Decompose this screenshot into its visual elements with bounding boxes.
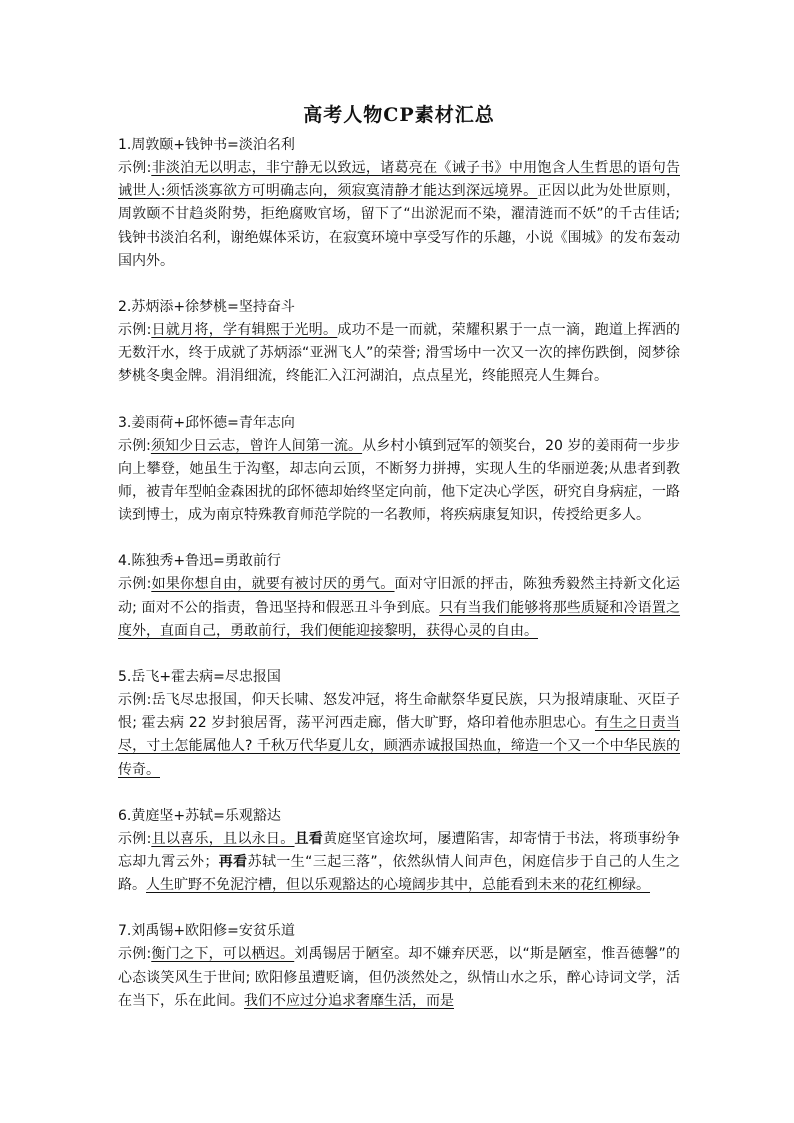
section-heading: 6.黄庭坚+苏轼=乐观豁达 (118, 807, 281, 824)
section-7 (118, 919, 680, 1013)
underlined-conclusion: 只有当我们能够将那些质疑和冷语置之度外，直面自己，勇敢前行，我们便能迎接黎明，获得心灵的自由。 (118, 599, 681, 639)
section-heading: 3.姜雨荷+邱怀德=青年志向 (118, 414, 295, 431)
bold-keyword: 再看 (218, 854, 248, 871)
document-page (118, 100, 680, 1035)
example-label: 示例: (118, 946, 152, 963)
underlined-quote: 如果你想自由，就要有被讨厌的勇气。 (151, 576, 395, 593)
section-6 (118, 804, 680, 898)
section-heading: 7.刘禹锡+欧阳修=安贫乐道 (118, 923, 295, 940)
section-heading: 5.岳飞+霍去病=尽忠报国 (118, 669, 281, 686)
underlined-quote: 日就月将，学有辑熙于光明。 (151, 322, 338, 339)
example-label: 示例: (118, 160, 152, 176)
example-paragraph (118, 573, 680, 643)
section-heading: 2.苏炳添+徐梦桃=坚持奋斗 (118, 299, 295, 316)
section-2 (118, 295, 680, 389)
example-paragraph (118, 435, 680, 528)
section-1 (118, 133, 680, 273)
underlined-conclusion: 有生之日责当尽，寸土怎能属他人? 千秋万代华夏儿女，顾洒赤诚报国热血，缔造一个又一个中华民族的传奇。 (118, 715, 680, 778)
example-text: 从乡村小镇到冠军的领奖台，20 岁的姜雨荷一步步向上攀登，她虽生于沟壑，却志向云顶，不断努力拼搏，实现人生的华丽逆袭;从患者到教师，被青年型帕金森困扰的邱怀德却始终坚定向前，他下定决心学医，研究自身病症，一路读到博士，成为南京特殊教育师范学院的一名教师，将疾病康复知识，传授给更多人。 (118, 437, 681, 524)
underlined-quote: 衡门之下，可以栖迟。 (151, 946, 295, 963)
example-paragraph (118, 828, 680, 898)
example-text: 刘禹锡居于陋室。却不嫌弃厌恶，以“斯是陋室，惟吾德馨”的心态谈笑风生于世间; 欧阳修虽遭贬谪，但仍淡然处之，纵情山水之乐，醉心诗词文学，活在当下，乐在此间。 (118, 946, 681, 1009)
example-label: 示例: (118, 830, 152, 847)
section-4 (118, 549, 680, 643)
example-text: 苏轼一生“三起三落”，依然纵情人间声色，闲庭信步于自己的人生之路。 (118, 854, 681, 894)
example-paragraph (118, 943, 680, 1013)
example-text: 岳飞尽忠报国，仰天长啸、怒发冲冠，将生命献祭华夏民族，只为报靖康耻、灭臣子恨; 霍去病 22 岁封狼居胥，荡平河西走廊，偕大旷野，烙印着他赤胆忠心。 (118, 692, 680, 732)
section-heading: 4.陈独秀+鲁迅=勇敢前行 (118, 553, 281, 570)
bold-keyword: 且看 (294, 830, 324, 847)
example-text: 面对守旧派的抨击，陈独秀毅然主持新文化运动; 面对不公的指责，鲁迅坚持和假恶丑斗争到底。 (118, 576, 681, 616)
example-label: 示例: (118, 576, 152, 593)
example-text: 正因以此为处世原则，周敦颐不甘趋炎附势，拒绝腐败官场，留下了“出淤泥而不染，濯清涟而不妖”的千古佳话; 钱钟书淡泊名利，谢绝媒体采访，在寂寞环境中享受写作的乐趣，小说《围城》的发布轰动国内外。 (118, 183, 681, 269)
page-title: 高考人物CP素材汇总 (303, 104, 495, 126)
example-label: 示例: (118, 437, 151, 454)
example-paragraph (118, 319, 680, 389)
example-label: 示例: (118, 322, 152, 339)
underlined-quote: 须知少日云志，曾许人间第一流。 (150, 437, 363, 454)
section-3 (118, 411, 680, 528)
example-text: 黄庭坚官途坎坷，屡遭陷害，却寄情于书法，将琐事纷争忘却九霄云外； (118, 830, 681, 871)
example-text: 成功不是一而就，荣耀积累于一点一滴，跑道上挥洒的无数汗水，终于成就了苏炳添“亚洲飞人”的荣誉; 滑雪场中一次又一次的摔伤跌倒，阅梦徐梦桃冬奥金牌。涓涓细流，终能汇入江河湖泊，点点星光，终能照亮人生舞台。 (118, 322, 681, 385)
section-5 (118, 665, 680, 782)
underlined-quote: 非淡泊无以明志，非宁静无以致远，诸葛亮在《诫子书》中用饱含人生哲思的语句告诫世人:须恬淡寡欲方可明确志向，须寂寞清静才能达到深远境界。 (118, 160, 680, 200)
example-paragraph (118, 689, 680, 782)
underlined-quote: 且以喜乐，且以永日。 (151, 830, 295, 847)
example-label: 示例: (118, 692, 152, 709)
example-paragraph (118, 157, 680, 273)
section-heading: 1.周敦颐+钱钟书=淡泊名利 (118, 137, 295, 153)
underlined-conclusion: 我们不应过分追求奢靡生活，而是 (244, 992, 454, 1009)
underlined-conclusion: 人生旷野不免泥泞槽，但以乐观豁达的心境阔步其中，总能看到未来的花红柳绿。 (146, 877, 650, 894)
